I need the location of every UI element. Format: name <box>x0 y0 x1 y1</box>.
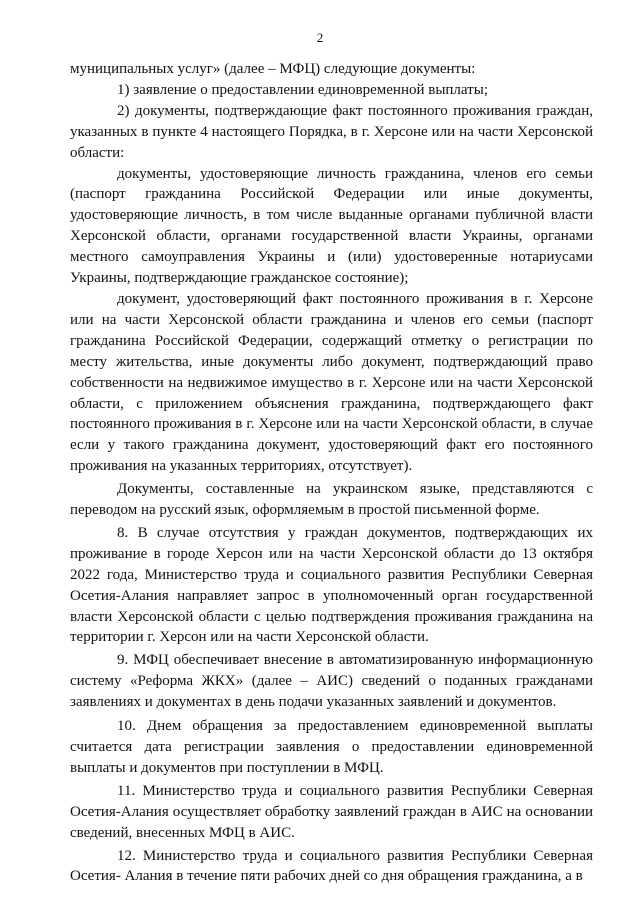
paragraph-section-9: 9. МФЦ обеспечивает внесение в автоматизированную информационную систему «Реформа ЖКХ» (далее – АИС) сведений о поданных гражданами заявлениях и документах в день подачи указанных заявлений и документов. <box>70 652 593 711</box>
paragraph-item-1: 1) заявление о предоставлении единовременной выплаты; <box>117 81 488 98</box>
paragraph-identity-documents: документы, удостоверяющие личность гражданина, членов его семьи (паспорт гражданина Российской Федерации или иные документы, удостоверяющие личность, в том числе выданные органами публичной власти Херсонской области, органами государственной власти Украины, органами местного самоуправления Украины и (или) удостоверенные нотариусами Украины, подтверждающие гражданское состояние); <box>70 165 593 287</box>
paragraph-residence-document: документ, удостоверяющий факт постоянного проживания в г. Херсоне или на части Херсонской области гражданина и членов его семьи (паспорт гражданина Российской Федерации, содержащий отметку о регистрации по месту жительства, иные документы либо документ, подтверждающий право собственности на недвижимое имущество в г. Херсоне или на части Херсонской области, с приложением объяснения гражданина, подтверждающего факт постоянного проживания в г. Херсоне или на части Херсонской области, в случае если у такого гражданина документ, удостоверяющий факт его постоянного проживания на указанных территориях, отсутствует). <box>70 290 593 475</box>
paragraph-section-8: 8. В случае отсутствия у граждан документов, подтверждающих их проживание в городе Херсон или на части Херсонской области до 13 октября 2022 года, Министерство труда и социального развития Республики Северная Осетия-Алания направляет запрос в уполномоченный орган государственной власти Херсонской области с целью подтверждения проживания гражданина на территории г. Херсон или на части Херсонской области. <box>70 524 593 646</box>
paragraph-section-10: 10. Днем обращения за предоставлением единовременной выплаты считается дата регистрации заявления о предоставлении единовременной выплаты и документов при поступлении в МФЦ. <box>70 718 593 776</box>
paragraph-section-12: 12. Министерство труда и социального развития Республики Северная Осетия- Алания в течение пяти рабочих дней со дня обращения гражданина, а в <box>70 847 593 885</box>
page-number: 2 <box>316 30 324 45</box>
paragraph-ukrainian-documents: Документы, составленные на украинском языке, представляются с переводом на русский язык, оформляемым в простой письменной форме. <box>70 481 593 519</box>
paragraph-mfc-intro: муниципальных услуг» (далее – МФЦ) следующие документы: <box>70 61 476 77</box>
paragraph-section-11: 11. Министерство труда и социального развития Республики Северная Осетия-Алания осуществляет обработку заявлений граждан в АИС на основании сведений, внесенных МФЦ в АИС. <box>70 782 593 841</box>
paragraph-item-2: 2) документы, подтверждающие факт постоянного проживания граждан, указанных в пункте 4 настоящего Порядка, в г. Херсоне или на части Херсонской области: <box>70 102 593 161</box>
document-body <box>70 59 593 887</box>
